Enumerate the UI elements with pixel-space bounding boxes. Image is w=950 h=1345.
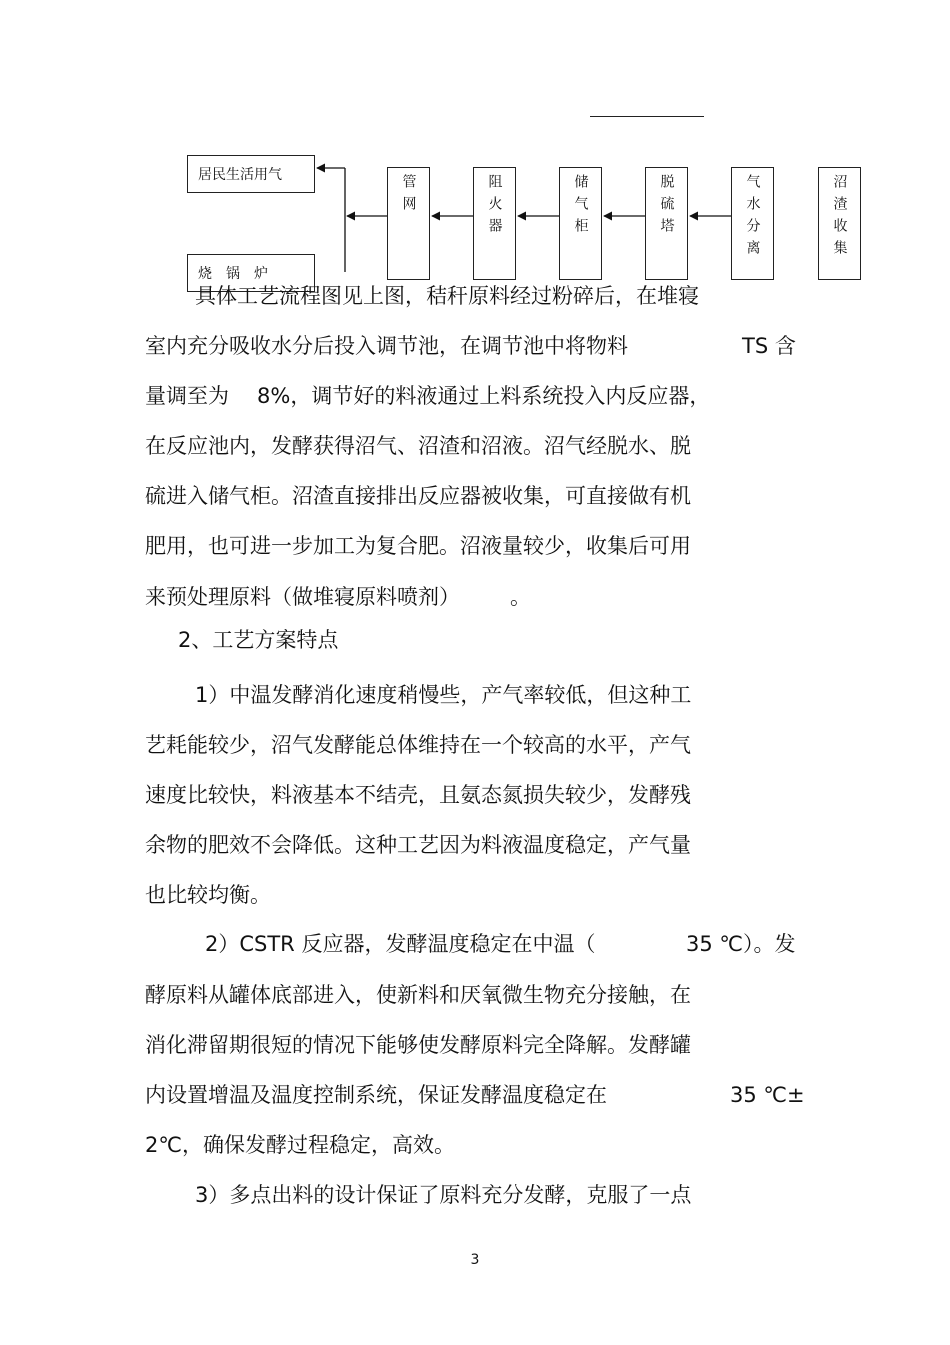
text-line-13: 也比较均衡。 (145, 883, 271, 907)
box-label: 脱硫塔 (658, 174, 675, 240)
box-label: 管网 (400, 174, 417, 218)
text-line-9: 1）中温发酵消化速度稍慢些，产气率较低，但这种工 (195, 683, 692, 707)
box-label: 居民生活用气 (198, 167, 282, 183)
section-heading: 2、工艺方案特点 (178, 628, 339, 652)
text-line-14b: 35 ℃）。发 (686, 932, 796, 956)
text-line-3a: 量调至为 (145, 384, 229, 408)
text-line-2: 室内充分吸收水分后投入调节池，在调节池中将物料 (145, 334, 628, 358)
box-label: 烧 锅 炉 (198, 266, 268, 282)
text-line-7b: 。 (510, 585, 531, 609)
text-line-4: 在反应池内，发酵获得沼气、沼渣和沼液。沼气经脱水、脱 (145, 434, 691, 458)
text-line-19: 3）多点出料的设计保证了原料充分发酵，克服了一点 (195, 1183, 692, 1207)
box-label: 储气柜 (572, 174, 589, 240)
text-line-17a: 内设置增温及温度控制系统，保证发酵温度稳定在 (145, 1083, 607, 1107)
text-line-10: 艺耗能较少，沼气发酵能总体维持在一个较高的水平，产气 (145, 733, 691, 757)
text-line-6: 肥用，也可进一步加工为复合肥。沼液量较少，收集后可用 (145, 534, 691, 558)
box-label: 气水分离 (744, 174, 761, 262)
text-line-2b: TS 含 (742, 334, 796, 358)
text-line-7a: 来预处理原料（做堆寝原料喷剂） (145, 585, 460, 609)
text-line-1: 具体工艺流程图见上图，秸秆原料经过粉碎后，在堆寝 (195, 284, 699, 308)
text-line-15: 酵原料从罐体底部进入，使新料和厌氧微生物充分接触，在 (145, 983, 691, 1007)
page-number: 3 (470, 1252, 480, 1268)
text-line-5: 硫进入储气柜。沼渣直接排出反应器被收集，可直接做有机 (145, 484, 691, 508)
box-label: 沼渣收集 (831, 174, 848, 262)
box-label: 阻火器 (486, 174, 503, 240)
text-line-11: 速度比较快，料液基本不结壳，且氨态氮损失较少，发酵残 (145, 783, 691, 807)
text-line-17b: 35 ℃± (730, 1083, 805, 1107)
text-line-18: 2℃，确保发酵过程稳定，高效。 (145, 1133, 455, 1157)
text-line-3b: 8%，调节好的料液通过上料系统投入内反应器， (257, 384, 711, 408)
text-line-12: 余物的肥效不会降低。这种工艺因为料液温度稳定，产气量 (145, 833, 691, 857)
text-line-16: 消化滞留期很短的情况下能够使发酵原料完全降解。发酵罐 (145, 1033, 691, 1057)
text-line-14a: 2）CSTR 反应器，发酵温度稳定在中温（ (205, 932, 596, 956)
